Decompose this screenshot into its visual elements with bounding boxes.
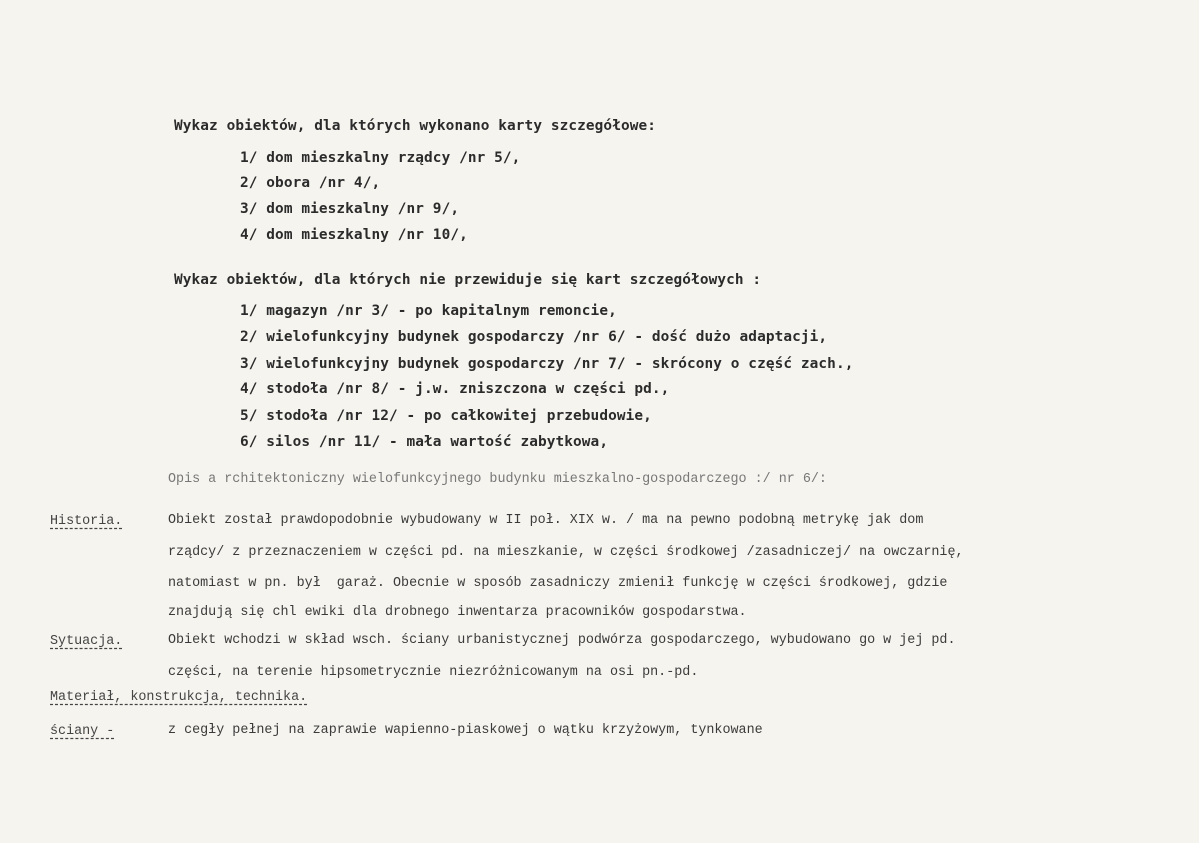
sytuacja-line: Obiekt wchodzi w skład wsch. ściany urbanistycznej podwórza gospodarczego, wybudowano go w jej pd. bbox=[168, 633, 956, 648]
historia-line: Obiekt został prawdopodobnie wybudowany w II poł. XIX w. / ma na pewno podobną metrykę jak dom bbox=[168, 513, 924, 528]
list2-item: 2/ wielofunkcyjny budynek gospodarczy /nr 6/ - dość dużo adaptacji, bbox=[240, 329, 828, 345]
sciany-label: ściany - bbox=[50, 724, 115, 739]
description-title: Opis a rchitektoniczny wielofunkcyjnego budynku mieszkalno-gospodarczego :/ nr 6/: bbox=[168, 472, 827, 487]
historia-line: natomiast w pn. był garaż. Obecnie w sposób zasadniczy zmienił funkcję w części środkowej, gdzie bbox=[168, 576, 948, 591]
sciany-text: z cegły pełnej na zaprawie wapienno-piaskowej o wątku krzyżowym, tynkowane bbox=[168, 723, 763, 738]
list2-heading: Wykaz obiektów, dla których nie przewiduje się kart szczegółowych : bbox=[174, 272, 762, 288]
list1-heading: Wykaz obiektów, dla których wykonano karty szczegółowe: bbox=[174, 118, 657, 134]
list2-item: 3/ wielofunkcyjny budynek gospodarczy /nr 7/ - skrócony o część zach., bbox=[240, 356, 854, 372]
historia-label: Historia. bbox=[50, 514, 123, 529]
list2-item: 6/ silos /nr 11/ - mała wartość zabytkowa, bbox=[240, 434, 609, 450]
list2-item: 5/ stodoła /nr 12/ - po całkowitej przebudowie, bbox=[240, 408, 652, 424]
list1-item: 4/ dom mieszkalny /nr 10/, bbox=[240, 227, 468, 243]
material-heading: Materiał, konstrukcja, technika. bbox=[50, 690, 308, 705]
list1-item: 2/ obora /nr 4/, bbox=[240, 175, 381, 191]
historia-line: rządcy/ z przeznaczeniem w części pd. na mieszkanie, w części środkowej /zasadniczej/ na owczarnię, bbox=[168, 545, 964, 560]
list2-item: 1/ magazyn /nr 3/ - po kapitalnym remoncie, bbox=[240, 303, 617, 319]
list2-item: 4/ stodoła /nr 8/ - j.w. zniszczona w części pd., bbox=[240, 381, 670, 397]
sytuacja-label: Sytuacja. bbox=[50, 634, 123, 649]
list1-item: 3/ dom mieszkalny /nr 9/, bbox=[240, 201, 460, 217]
list1-item: 1/ dom mieszkalny rządcy /nr 5/, bbox=[240, 150, 521, 166]
sytuacja-line: części, na terenie hipsometrycznie niezróżnicowanym na osi pn.-pd. bbox=[168, 665, 699, 680]
historia-line: znajdują się chl ewiki dla drobnego inwentarza pracowników gospodarstwa. bbox=[168, 605, 747, 620]
